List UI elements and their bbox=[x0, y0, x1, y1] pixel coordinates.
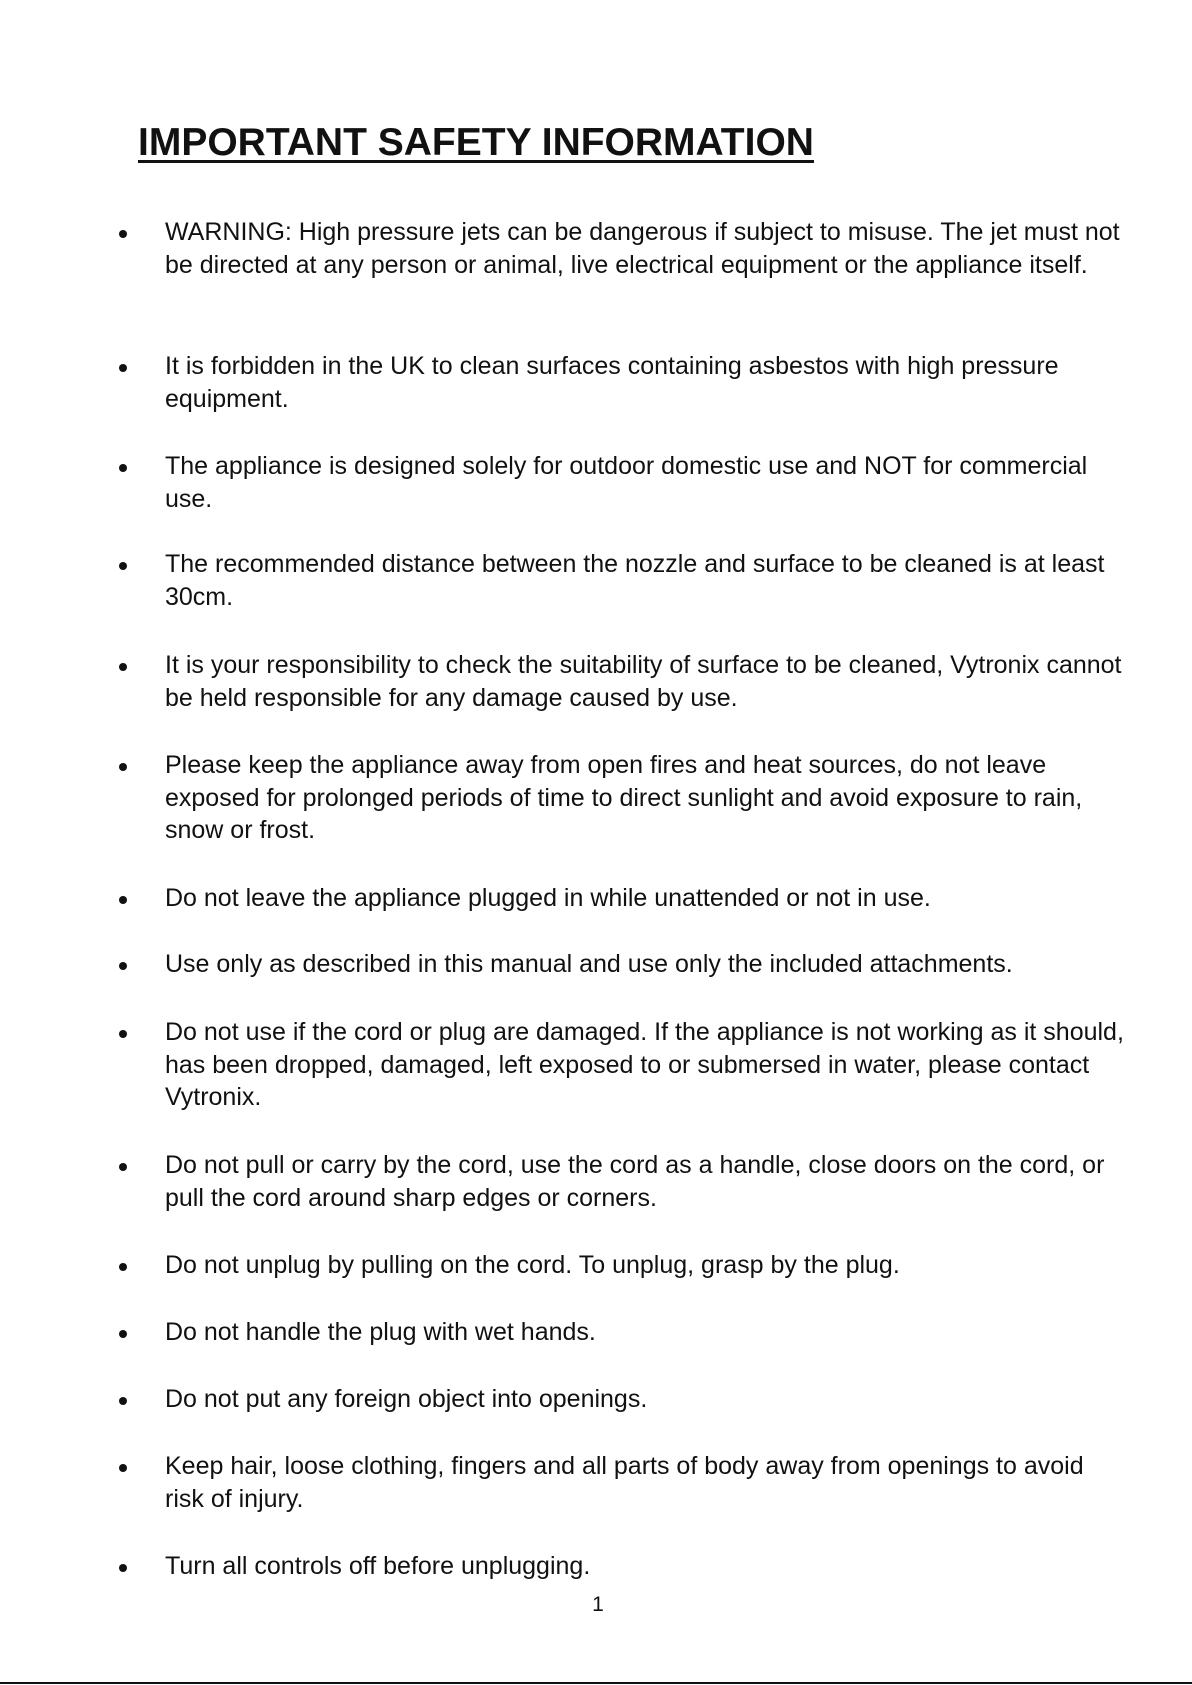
bullet-icon bbox=[119, 663, 127, 671]
page-number: 1 bbox=[592, 1593, 604, 1616]
bullet-icon bbox=[119, 364, 127, 372]
safety-item-text: Do not handle the plug with wet hands. bbox=[165, 1318, 596, 1346]
bullet-icon bbox=[119, 1030, 127, 1038]
safety-item-text: The appliance is designed solely for outdoor domestic use and NOT for commercial use. bbox=[165, 452, 1088, 513]
safety-item-text: Turn all controls off before unplugging. bbox=[165, 1552, 591, 1580]
bullet-icon bbox=[119, 1263, 127, 1271]
safety-item-text: Do not use if the cord or plug are damaged. If the appliance is not working as it should, has been dropped, damaged, left exposed to or submersed in water, please contact Vytronix. bbox=[165, 1018, 1124, 1111]
page-bottom-divider bbox=[0, 1682, 1192, 1684]
bullet-icon bbox=[119, 230, 127, 238]
safety-item-text: Use only as described in this manual and use only the included attachments. bbox=[165, 950, 1013, 978]
bullet-icon bbox=[119, 464, 127, 472]
bullet-icon bbox=[119, 962, 127, 970]
safety-item-text: Do not unplug by pulling on the cord. To unplug, grasp by the plug. bbox=[165, 1251, 900, 1279]
safety-item-text: Please keep the appliance away from open fires and heat sources, do not leave exposed for prolonged periods of time to direct sunlight and avoid exposure to rain, snow or frost. bbox=[165, 751, 1083, 844]
safety-item-text: The recommended distance between the nozzle and surface to be cleaned is at least 30cm. bbox=[165, 550, 1105, 611]
safety-item-text: It is forbidden in the UK to clean surfaces containing asbestos with high pressure equipment. bbox=[165, 352, 1059, 413]
bullet-icon bbox=[119, 1397, 127, 1405]
safety-item-text: It is your responsibility to check the suitability of surface to be cleaned, Vytronix cannot be held responsible for any damage caused by use. bbox=[165, 651, 1122, 712]
bullet-icon bbox=[119, 763, 127, 771]
safety-item-text: Keep hair, loose clothing, fingers and all parts of body away from openings to avoid risk of injury. bbox=[165, 1452, 1084, 1513]
bullet-icon bbox=[119, 1163, 127, 1171]
safety-item-text: Do not put any foreign object into openings. bbox=[165, 1385, 648, 1413]
bullet-icon bbox=[119, 562, 127, 570]
bullet-icon bbox=[119, 896, 127, 904]
bullet-icon bbox=[119, 1464, 127, 1472]
page-title: IMPORTANT SAFETY INFORMATION bbox=[138, 121, 814, 164]
safety-item-text: Do not pull or carry by the cord, use the cord as a handle, close doors on the cord, or pull the cord around sharp edges or corners. bbox=[165, 1151, 1105, 1212]
safety-item-text: WARNING: High pressure jets can be dangerous if subject to misuse. The jet must not be directed at any person or animal, live electrical equipment or the appliance itself. bbox=[165, 218, 1120, 279]
safety-item-text: Do not leave the appliance plugged in while unattended or not in use. bbox=[165, 884, 931, 912]
bullet-icon bbox=[119, 1564, 127, 1572]
bullet-icon bbox=[119, 1330, 127, 1338]
